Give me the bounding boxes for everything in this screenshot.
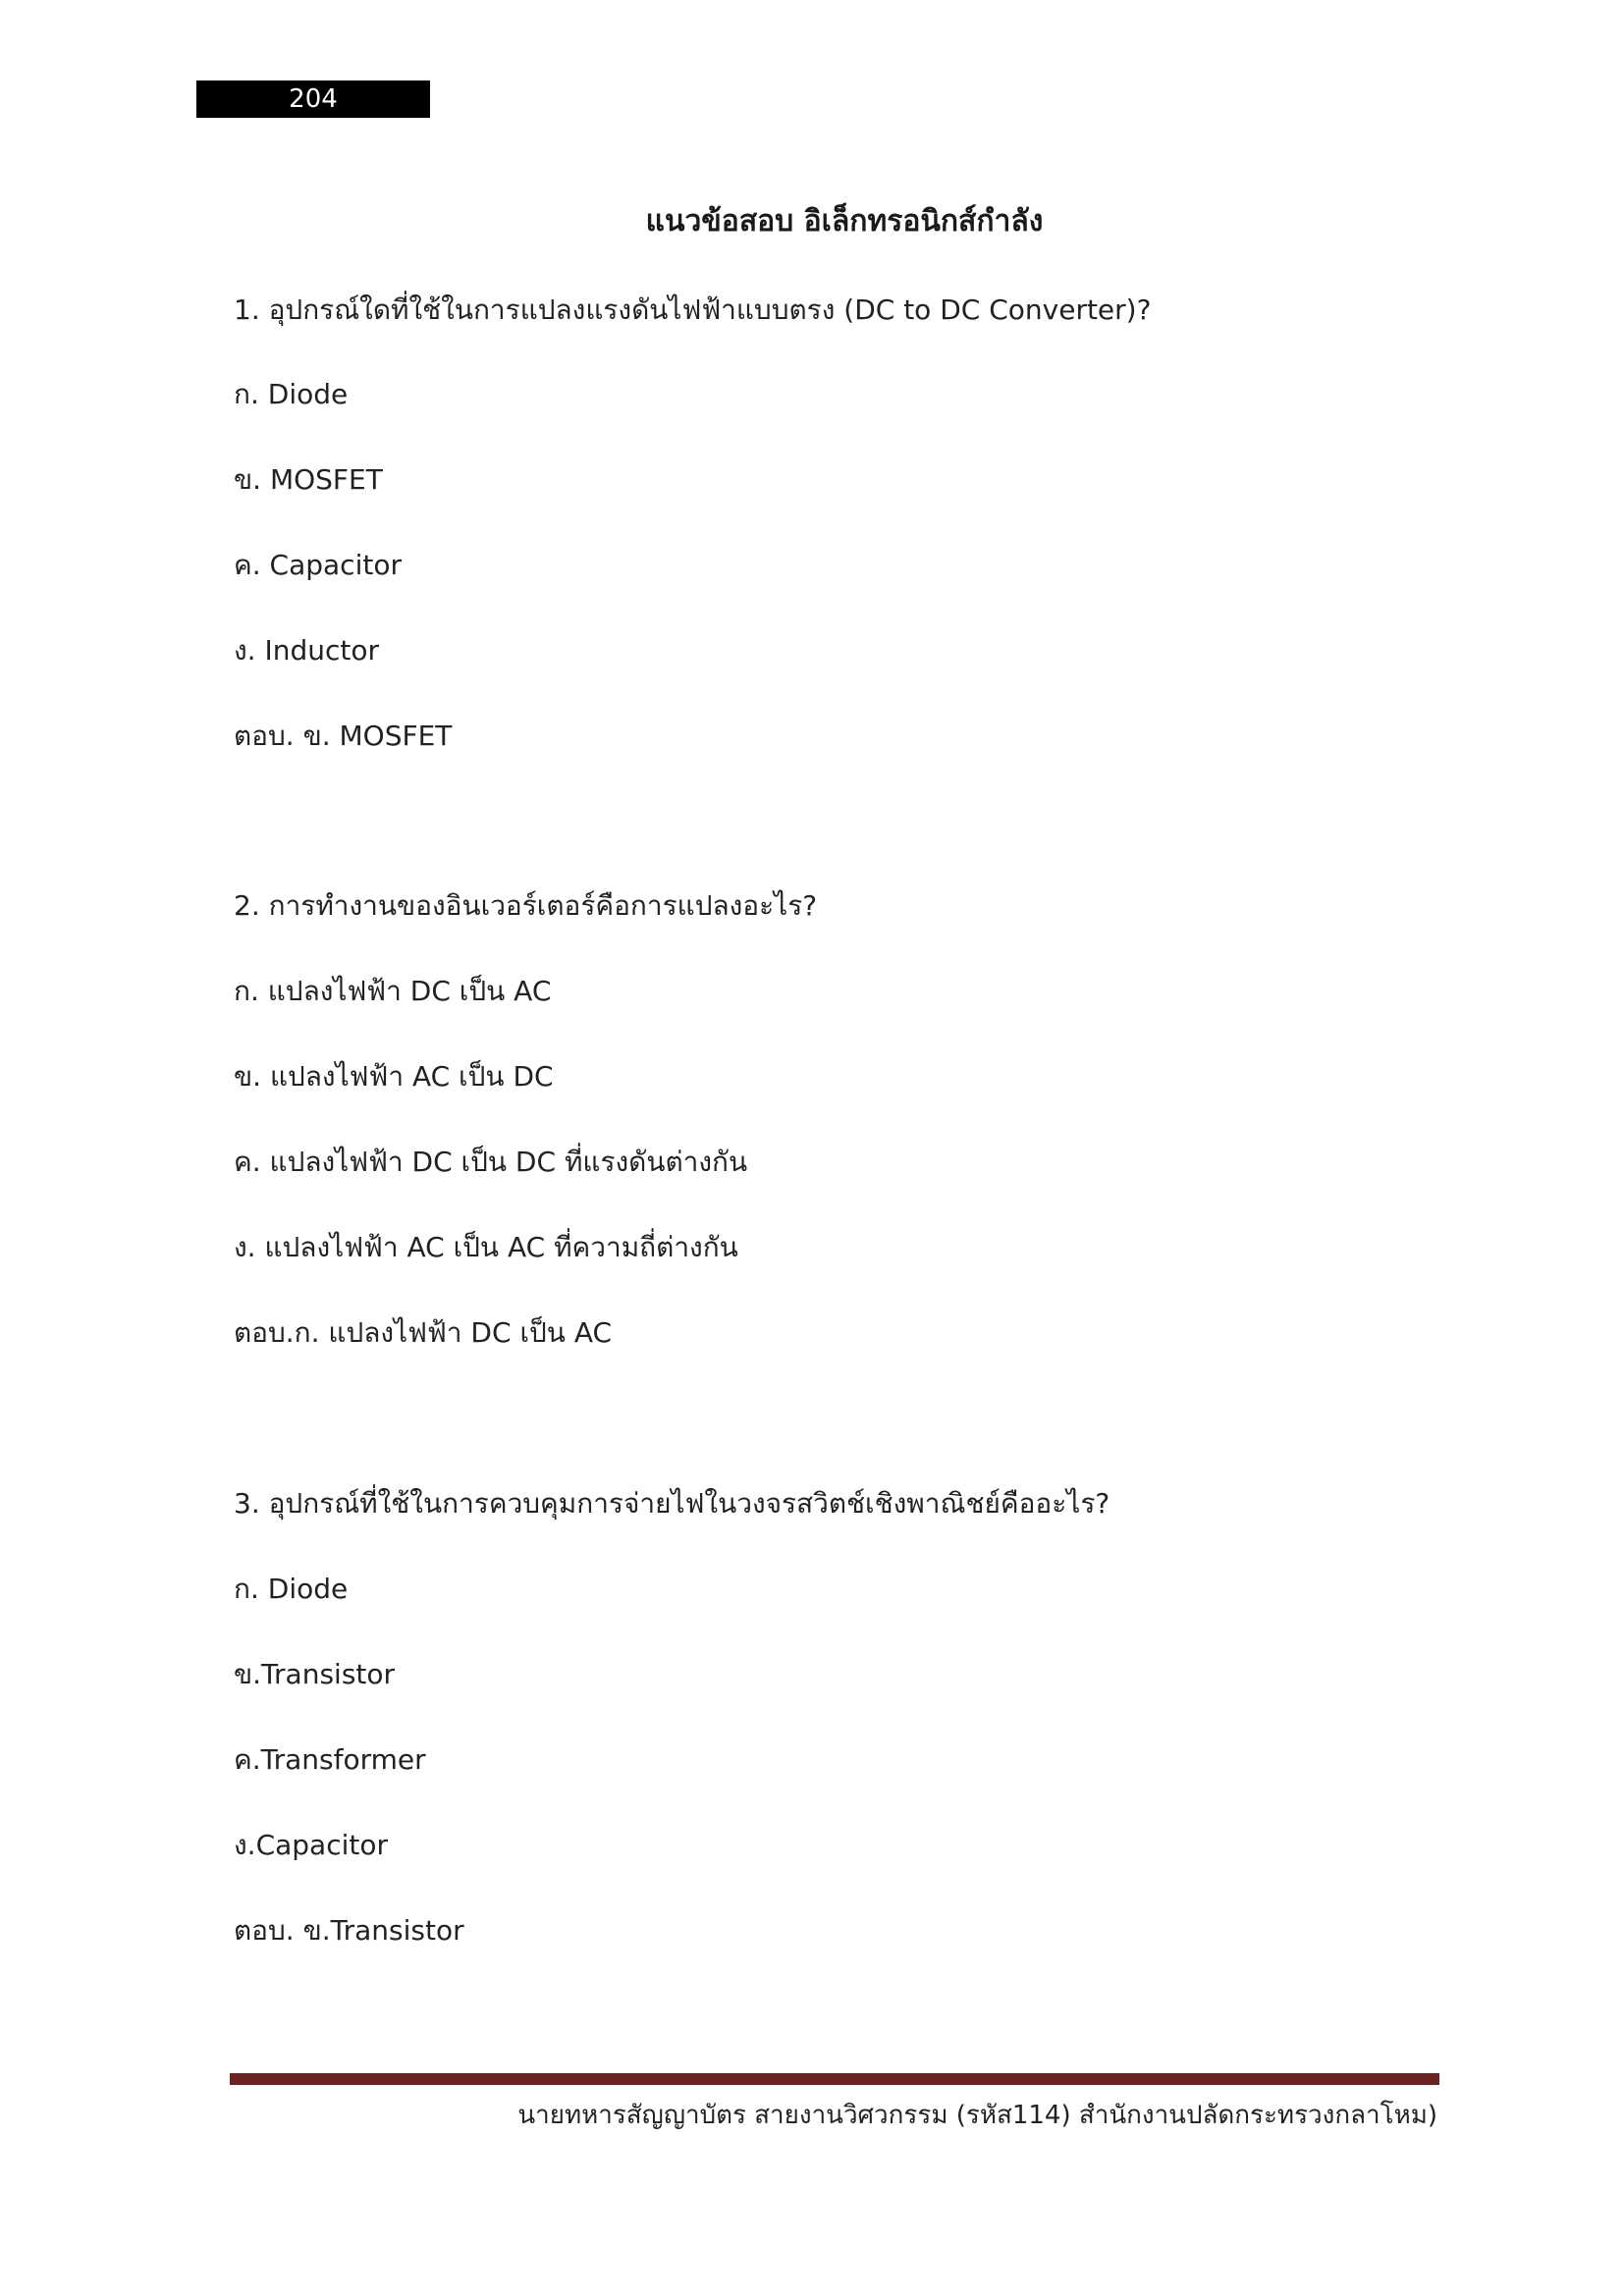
question-1-option-c: ค. Capacitor xyxy=(234,549,402,581)
page-title: แนวข้อสอบ อิเล็กทรอนิกส์กำลัง xyxy=(645,204,1044,239)
question-1-option-b: ข. MOSFET xyxy=(234,463,383,496)
question-1-option-d: ง. Inductor xyxy=(234,634,380,667)
question-2-option-d: ง. แปลงไฟฟ้า AC เป็น AC ที่ความถี่ต่างกัน xyxy=(234,1231,738,1263)
question-3-option-b: ข.Transistor xyxy=(234,1658,396,1690)
footer-divider xyxy=(230,2073,1439,2085)
question-2-option-b: ข. แปลงไฟฟ้า AC เป็น DC xyxy=(234,1060,554,1093)
question-3-option-c: ค.Transformer xyxy=(234,1743,426,1776)
question-3-answer: ตอบ. ข.Transistor xyxy=(234,1914,464,1947)
question-2-answer: ตอบ.ก. แปลงไฟฟ้า DC เป็น AC xyxy=(234,1316,613,1349)
question-1-option-a: ก. Diode xyxy=(234,378,349,410)
footer-text: นายทหารสัญญาบัตร สายงานวิศวกรรม (รหัส114) สำนักงานปลัดกระทรวงกลาโหม) xyxy=(517,2101,1437,2130)
question-3-text: 3. อุปกรณ์ที่ใช้ในการควบคุมการจ่ายไฟในวงจรสวิตช์เชิงพาณิชย์คืออะไร? xyxy=(234,1487,1110,1520)
question-1-text: 1. อุปกรณ์ใดที่ใช้ในการแปลงแรงดันไฟฟ้าแบบตรง (DC to DC Converter)? xyxy=(234,294,1152,326)
question-2-option-c: ค. แปลงไฟฟ้า DC เป็น DC ที่แรงดันต่างกัน xyxy=(234,1146,748,1178)
page-number: 204 xyxy=(289,84,338,114)
question-2-option-a: ก. แปลงไฟฟ้า DC เป็น AC xyxy=(234,975,552,1007)
question-1-answer: ตอบ. ข. MOSFET xyxy=(234,720,453,752)
page-number-badge xyxy=(196,80,430,118)
question-3-option-d: ง.Capacitor xyxy=(234,1829,389,1861)
question-3-option-a: ก. Diode xyxy=(234,1573,349,1605)
question-2-text: 2. การทำงานของอินเวอร์เตอร์คือการแปลงอะไร? xyxy=(234,889,818,922)
